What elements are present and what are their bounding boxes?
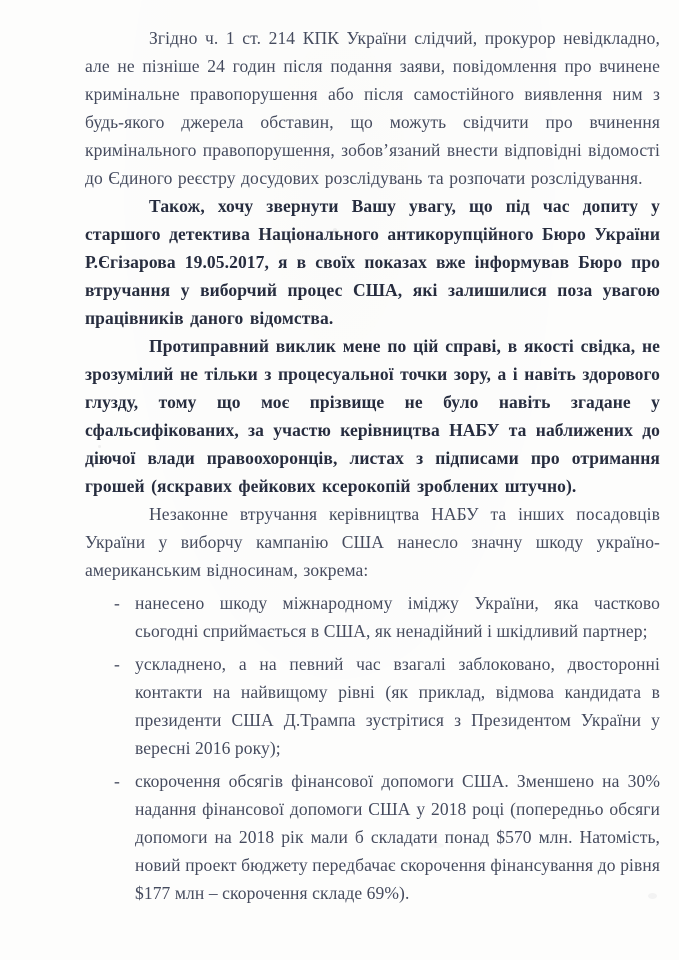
bullet-text-image-damage: нанесено шкоду міжнародному іміджу України, яка частково сьогодні сприймається в США, як ненадійний і шкідливий партнер; xyxy=(135,593,660,641)
paragraph-takozh-dopyt: Також, хочу звернути Вашу увагу, що під час допиту у старшого детектива Національного антикорупційного Бюро України Р.Єгізарова 19.05.2017, я в своїх показах вже інформував Бюро про втручання у виборчий процес США, які залишилися поза увагою працівників даного відомства. xyxy=(85,196,660,328)
paragraph-nezakonne-vtruchannia: Незаконне втручання керівництва НАБУ та інших посадовців України у виборчу кампанію США нанесло значну шкоду україно-американським відносинам, зокрема: xyxy=(85,504,660,580)
scan-noise-dot xyxy=(333,228,337,232)
scan-noise-smudge xyxy=(648,893,657,899)
bullet-text-blocked-contacts: ускладнено, а на певний час взагалі заблоковано, двосторонні контакти на найвищому рівні (як приклад, відмова кандидата в президенти США Д.Трампа зустрітися з Президентом України у вересні 2016 року); xyxy=(135,654,660,758)
paragraph-protypravnyi-vyklyk: Протиправний виклик мене по цій справі, в якості свідка, не зрозумілий не тільки з процесуальної точки зору, а і навіть здорового глузду, тому що моє прізвище не було навіть згадане у сфальсифікованих, за участю керівництва НАБУ та наближених до діючої влади правоохоронців, листах з підписами про отримання грошей (яскравих фейкових ксерокопій зроблених штучно). xyxy=(85,336,660,496)
list-item xyxy=(85,589,660,645)
bullet-text-financial-aid-cut: скорочення обсягів фінансової допомоги США. Зменшено на 30% надання фінансової допомоги США у 2018 році (попередньо обсяги допомоги на 2018 рік мали б складати понад $570 млн. Натомість, новий проект бюджету передбачає скорочення фінансування до рівня $177 млн – скорочення складе 69%). xyxy=(135,771,660,903)
bullet-dash-marker: - xyxy=(114,771,120,791)
bullet-dash-marker: - xyxy=(114,654,120,674)
list-item xyxy=(85,767,660,907)
scan-noise-dot xyxy=(98,445,101,448)
bullet-dash-marker: - xyxy=(114,593,120,613)
scan-noise-smudge xyxy=(430,843,444,848)
list-item xyxy=(85,650,660,762)
paragraph-kpk-214: Згідно ч. 1 ст. 214 КПК України слідчий, прокурор невідкладно, але не пізніше 24 годин після подання заяви, повідомлення про вчинене кримінальне правопорушення або після самостійного виявлення ним з будь-якого джерела обставин, що можуть свідчити про вчинення кримінального правопорушення, зобов’язаний внести відповідні відомості до Єдиного реєстру досудових розслідувань та розпочати розслідування. xyxy=(85,28,660,188)
document-text-block xyxy=(85,24,660,907)
bullet-list xyxy=(85,589,660,907)
